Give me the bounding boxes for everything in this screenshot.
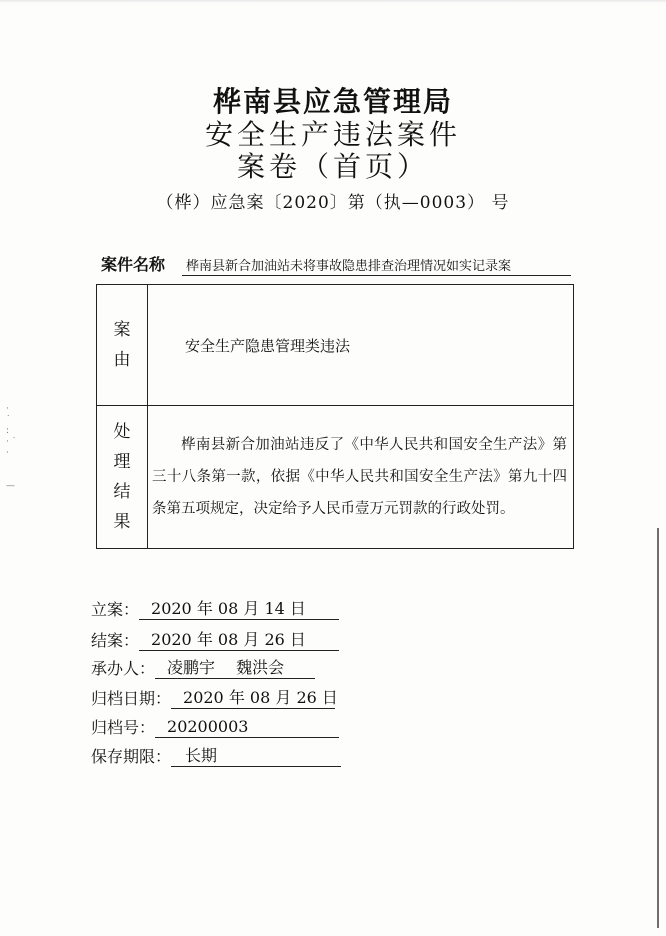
case-reason-value: 安全生产隐患管理类违法 [148,285,574,406]
scan-noise-marks: · ˙ : · ˙ · — [6,404,17,491]
archive-number-label: 归档号： [91,718,156,737]
handling-result-label-char: 果 [113,512,131,532]
closed-date-value: 2020 年 08 月 26 日 [139,630,339,651]
filed-date-value: 2020 年 08 月 14 日 [139,599,339,620]
case-reason-label-char: 由 [113,350,131,370]
closed-date-field [91,628,339,651]
case-table [96,284,574,549]
archive-number-value: 20200003 [155,717,339,738]
scan-top-shadow [0,0,666,3]
handling-result-label-char: 结 [113,482,131,502]
filed-date-field [91,597,339,620]
retention-value: 长期 [171,746,341,767]
retention-field [91,744,341,767]
scan-edge-line [657,528,659,928]
doc-title-line2: 安全生产违法案件 [204,118,461,151]
doc-title-line3: 案卷（首页） [236,150,429,183]
archive-date-label: 归档日期： [91,689,172,708]
handler-label: 承办人： [91,659,156,678]
closed-date-label: 结案： [91,631,140,650]
case-reason-label-char: 案 [113,320,131,340]
handler-field [91,656,315,679]
case-reason-row [97,285,574,406]
handling-result-value: 桦南县新合加油站违反了《中华人民共和国安全生产法》第三十八条第一款，依据《中华人民共和国安全生产法》第九十四条第五项规定，决定给予人民币壹万元罚款的行政处罚。 [148,406,574,549]
case-reason-label [97,285,148,406]
handling-result-row [97,406,574,549]
filed-date-label: 立案： [91,600,140,619]
archive-number-field [91,715,339,738]
doc-number: （桦）应急案〔2020〕第（执—0003） 号 [156,193,510,213]
retention-label: 保存期限： [91,747,172,766]
handling-result-label-char: 处 [113,422,131,442]
archive-date-field [91,686,338,709]
case-name-label: 案件名称 [101,255,166,274]
handling-result-label [97,406,148,549]
org-title: 桦南县应急管理局 [212,85,453,118]
handling-result-label-char: 理 [113,452,131,472]
case-name-value: 桦南县新合加油站未将事故隐患排查治理情况如实记录案 [182,255,571,276]
archive-date-value: 2020 年 08 月 26 日 [171,688,335,709]
handler-value: 凌鹏宇 魏洪会 [155,658,315,679]
